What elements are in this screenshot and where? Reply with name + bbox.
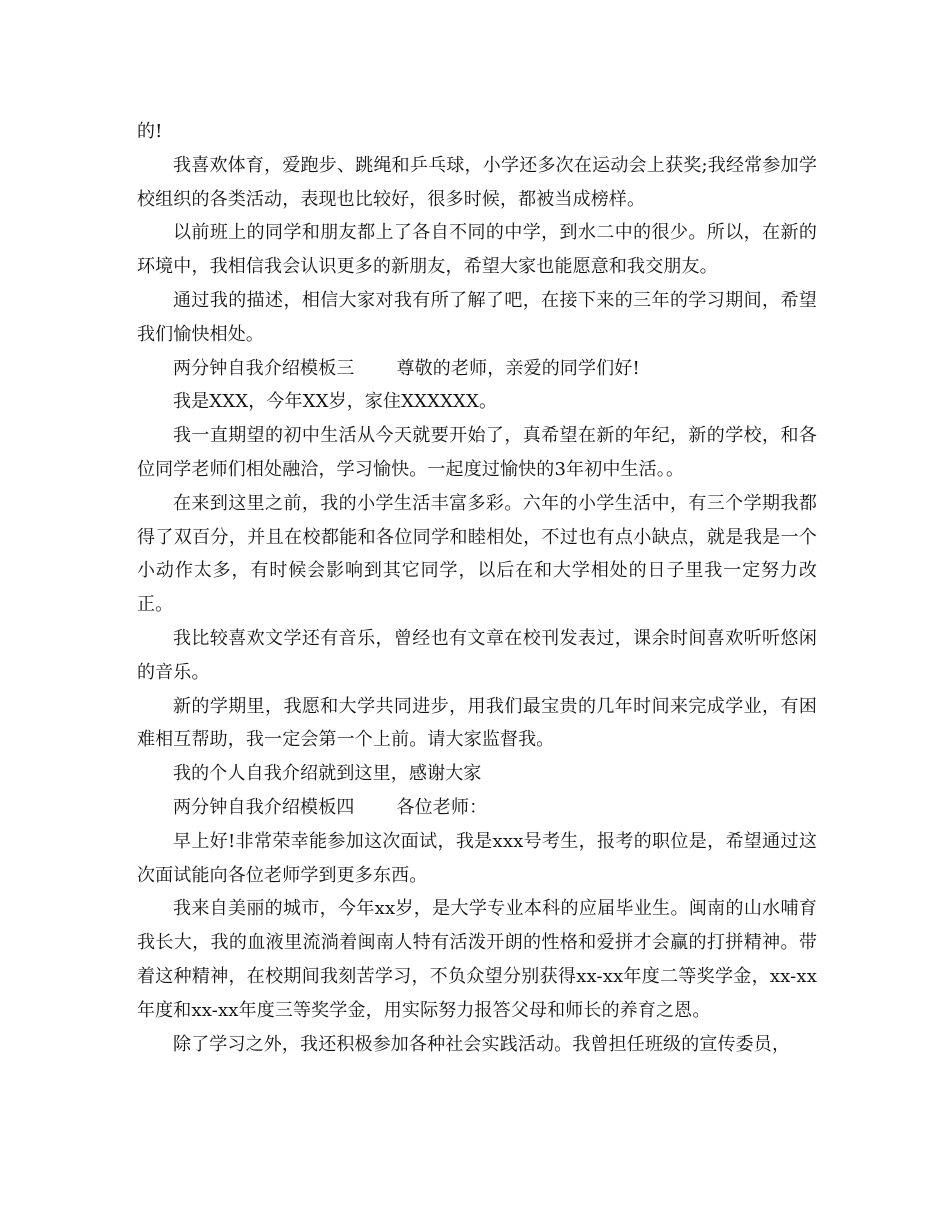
paragraph-13: 除了学习之外，我还积极参加各种社会实践活动。我曾担任班级的宣传委员， [173, 1033, 791, 1055]
paragraph-4: 通过我的描述，相信大家对我有所了解了吧，在接下来的三年的学习期间，希望我们愉快相处。 [137, 289, 817, 345]
paragraph-7: 在来到这里之前，我的小学生活丰富多彩。六年的小学生活中，有三个学期我都得了双百分，并且在校都能和各位同学和睦相处，不过也有点小缺点，就是我是一个小动作太多，有时候会影响到其它同学，以后在和大学相处的日子里我一定努力改正。 [137, 492, 817, 616]
paragraph-6: 我一直期望的初中生活从今天就要开始了，真希望在新的年纪，新的学校，和各位同学老师们相处融洽，学习愉快。一起度过愉快的3年初中生活。。 [137, 425, 817, 480]
paragraph-8: 我比较喜欢文学还有音乐，曾经也有文章在校刊发表过，课余时间喜欢听听悠闲的音乐。 [137, 627, 817, 683]
section-four-heading-line [137, 791, 817, 825]
paragraph-10: 我的个人自我介绍就到这里，感谢大家 [173, 763, 482, 785]
paragraph-3: 以前班上的同学和朋友都上了各自不同的中学，到水二中的很少。所以，在新的环境中，我相信我会认识更多的新朋友，希望大家也能愿意和我交朋友。 [137, 222, 817, 278]
paragraph-9: 新的学期里，我愿和大学共同进步，用我们最宝贵的几年时间来完成学业，有困难相互帮助，我一定会第一个上前。请大家监督我。 [137, 695, 817, 751]
section-three-heading: 两分钟自我介绍模板三 [173, 357, 355, 379]
paragraph-2: 我喜欢体育，爱跑步、跳绳和乒乓球，小学还多次在运动会上获奖;我经常参加学校组织的各类活动，表现也比较好，很多时候，都被当成榜样。 [137, 154, 817, 210]
section-four-heading: 两分钟自我介绍模板四 [173, 796, 355, 818]
document-body [137, 115, 817, 1061]
paragraph-11: 早上好!非常荣幸能参加这次面试，我是xxx号考生，报考的职位是，希望通过这次面试能向各位老师学到更多东西。 [137, 830, 817, 886]
paragraph-12: 我来自美丽的城市，今年xx岁，是大学专业本科的应届毕业生。闽南的山水哺育我长大，我的血液里流淌着闽南人特有活泼开朗的性格和爱拼才会赢的打拼精神。带着这种精神，在校期间我刻苦学习，不负众望分别获得xx-xx年度二等奖学金，xx-xx年度和xx-xx年度三等奖学金，用实际努力报答父母和师长的养育之恩。 [137, 898, 817, 1021]
section-three-greeting: 尊敬的老师，亲爱的同学们好! [396, 357, 640, 379]
section-four-greeting: 各位老师： [396, 796, 488, 818]
paragraph-1: 的! [137, 121, 163, 142]
paragraph-5: 我是XXX，今年XX岁，家住XXXXXX。 [173, 391, 498, 413]
section-three-heading-line [137, 352, 817, 386]
